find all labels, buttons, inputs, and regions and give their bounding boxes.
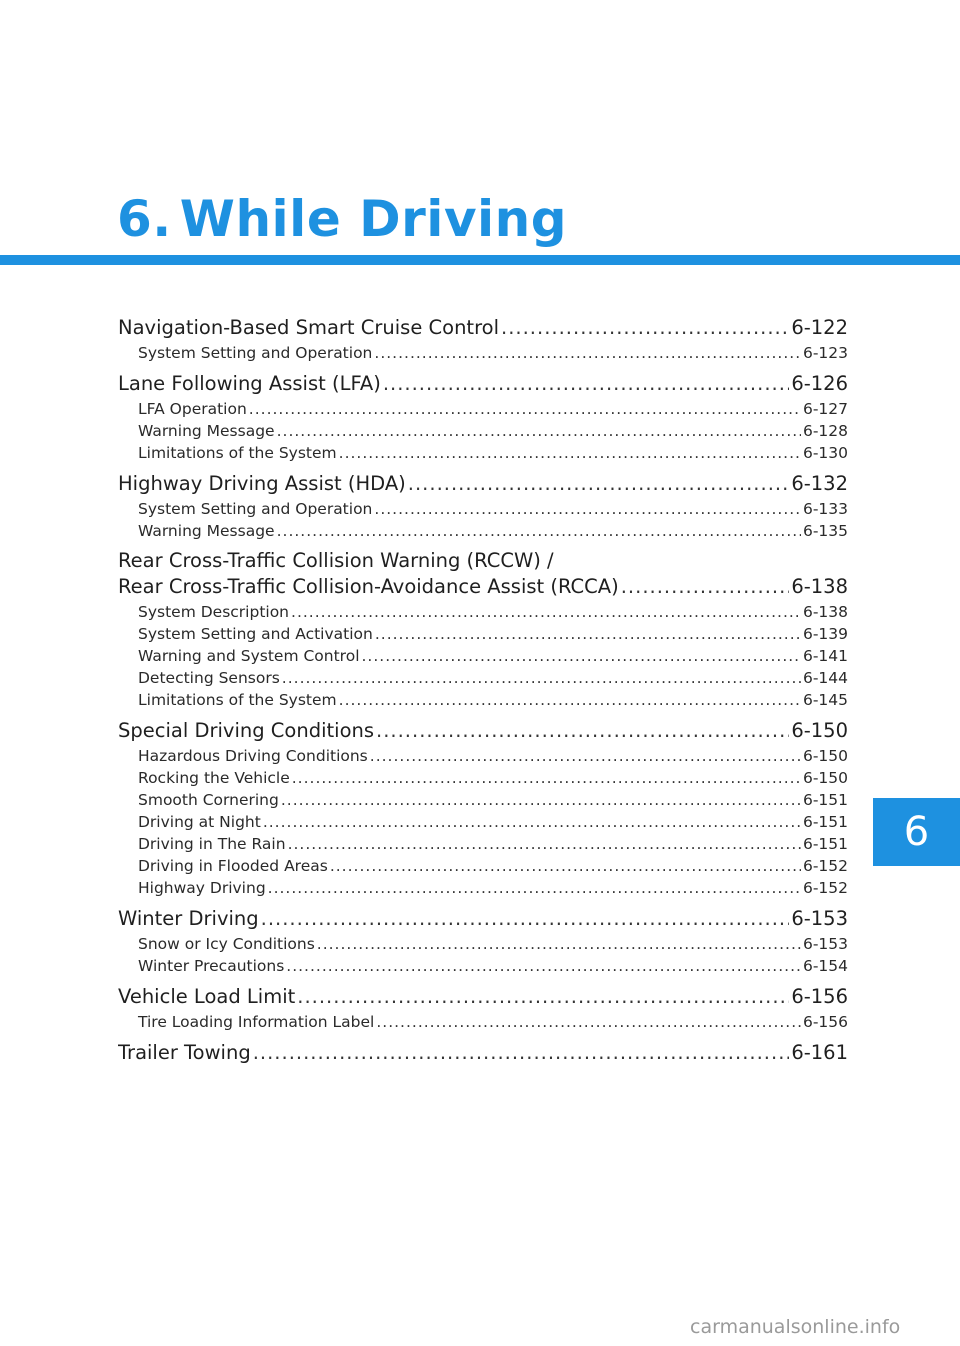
toc-subentry[interactable] — [118, 623, 848, 645]
toc-entry-page: 6-132 — [791, 472, 848, 495]
dot-leader — [282, 667, 801, 689]
toc-entry-title: Trailer Towing — [118, 1041, 251, 1064]
toc-entry[interactable] — [118, 905, 848, 933]
toc-entry-title: Winter Driving — [118, 907, 259, 930]
dot-leader — [268, 877, 801, 899]
toc-entry-page: 6-150 — [791, 719, 848, 742]
dot-leader — [277, 520, 801, 542]
toc-subentry[interactable] — [118, 645, 848, 667]
toc-subentry-page: 6-151 — [802, 791, 848, 809]
dot-leader — [261, 905, 790, 933]
dot-leader — [370, 745, 801, 767]
toc-subentry-title: Snow or Icy Conditions — [138, 935, 315, 953]
toc-section-winter-driving — [118, 905, 848, 977]
toc-subentry-page: 6-151 — [802, 835, 848, 853]
toc-subentry-page: 6-150 — [802, 747, 848, 765]
toc-subentry-page: 6-139 — [802, 625, 848, 643]
toc-subentry-page: 6-152 — [802, 879, 848, 897]
toc-entry-title: Highway Driving Assist (HDA) — [118, 472, 406, 495]
dot-leader — [286, 955, 801, 977]
toc-entry-page: 6-161 — [791, 1041, 848, 1064]
dot-leader — [291, 601, 801, 623]
dot-leader — [263, 811, 801, 833]
toc-subentry[interactable] — [118, 933, 848, 955]
toc-subentry-page: 6-123 — [802, 344, 848, 362]
toc-subentry-title: Hazardous Driving Conditions — [138, 747, 368, 765]
toc-subentry-title: Smooth Cornering — [138, 791, 279, 809]
toc-subentry[interactable] — [118, 520, 848, 542]
dot-leader — [339, 442, 801, 464]
toc-subentry[interactable] — [118, 667, 848, 689]
toc-subentry[interactable] — [118, 398, 848, 420]
toc-section-trailer-towing — [118, 1039, 848, 1067]
toc-subentry-page: 6-130 — [802, 444, 848, 462]
toc-section-rccw-rcca — [118, 548, 848, 711]
dot-leader — [374, 498, 801, 520]
toc-entry-title: Special Driving Conditions — [118, 719, 375, 742]
toc-subentry[interactable] — [118, 420, 848, 442]
toc-subentry-page: 6-138 — [802, 603, 848, 621]
toc-subentry[interactable] — [118, 877, 848, 899]
toc-entry-page: 6-122 — [791, 316, 848, 339]
toc-subentry[interactable] — [118, 689, 848, 711]
toc-subentry[interactable] — [118, 498, 848, 520]
toc-subentry-page: 6-128 — [802, 422, 848, 440]
toc-subentry-title: Tire Loading Information Label — [138, 1013, 375, 1031]
table-of-contents — [118, 314, 848, 1073]
toc-subentry[interactable] — [118, 789, 848, 811]
toc-subentry-page: 6-133 — [802, 500, 848, 518]
chapter-side-tab[interactable]: 6 — [873, 798, 960, 866]
title-divider-bar — [0, 255, 960, 265]
dot-leader — [317, 933, 801, 955]
dot-leader — [376, 717, 789, 745]
toc-subentry-page: 6-151 — [802, 813, 848, 831]
dot-leader — [408, 470, 790, 498]
toc-entry-title: Lane Following Assist (LFA) — [118, 372, 381, 395]
dot-leader — [501, 314, 789, 342]
chapter-number: 6. — [117, 190, 172, 248]
dot-leader — [277, 420, 801, 442]
dot-leader — [249, 398, 801, 420]
toc-entry[interactable] — [118, 314, 848, 342]
toc-subentry-page: 6-141 — [802, 647, 848, 665]
toc-entry[interactable] — [118, 470, 848, 498]
toc-entry[interactable] — [118, 370, 848, 398]
toc-entry[interactable] — [118, 573, 848, 601]
toc-subentry[interactable] — [118, 442, 848, 464]
dot-leader — [621, 573, 790, 601]
toc-subentry-title: Rocking the Vehicle — [138, 769, 290, 787]
toc-subentry-title: Warning Message — [138, 522, 275, 540]
toc-subentry[interactable] — [118, 745, 848, 767]
dot-leader — [297, 983, 789, 1011]
dot-leader — [292, 767, 801, 789]
toc-subentry-page: 6-156 — [802, 1013, 848, 1031]
dot-leader — [339, 689, 801, 711]
toc-subentry[interactable] — [118, 601, 848, 623]
toc-subentry[interactable] — [118, 1011, 848, 1033]
chapter-title — [117, 186, 567, 252]
toc-entry-title-line1: Rear Cross-Traffic Collision Warning (RCCW) / — [118, 549, 554, 572]
toc-entry[interactable] — [118, 1039, 848, 1067]
toc-subentry-page: 6-144 — [802, 669, 848, 687]
toc-entry-title: Vehicle Load Limit — [118, 985, 296, 1008]
toc-subentry-title: System Setting and Activation — [138, 625, 373, 643]
toc-subentry[interactable] — [118, 855, 848, 877]
toc-entry-title: Navigation-Based Smart Cruise Control — [118, 316, 500, 339]
toc-section-lfa — [118, 370, 848, 464]
toc-subentry-title: Limitations of the System — [138, 444, 337, 462]
toc-section-hda — [118, 470, 848, 542]
toc-subentry-title: System Setting and Operation — [138, 500, 373, 518]
dot-leader — [288, 833, 801, 855]
toc-subentry-page: 6-152 — [802, 857, 848, 875]
dot-leader — [374, 342, 801, 364]
toc-entry[interactable] — [118, 717, 848, 745]
toc-subentry-page: 6-154 — [802, 957, 848, 975]
toc-subentry-page: 6-150 — [802, 769, 848, 787]
toc-subentry-title: Winter Precautions — [138, 957, 285, 975]
toc-subentry[interactable] — [118, 955, 848, 977]
toc-subentry[interactable] — [118, 833, 848, 855]
toc-entry-page: 6-138 — [791, 575, 848, 598]
toc-subentry-title: Warning Message — [138, 422, 275, 440]
toc-entry-title: Rear Cross-Traffic Collision-Avoidance Assist (RCCA) — [118, 575, 619, 598]
toc-subentry-page: 6-135 — [802, 522, 848, 540]
toc-entry-page: 6-156 — [791, 985, 848, 1008]
toc-subentry-title: System Description — [138, 603, 290, 621]
toc-subentry-title: System Setting and Operation — [138, 344, 373, 362]
chapter-name: While Driving — [179, 190, 568, 248]
toc-entry-page: 6-126 — [791, 372, 848, 395]
dot-leader — [330, 855, 801, 877]
toc-section-vehicle-load-limit — [118, 983, 848, 1033]
dot-leader — [375, 623, 801, 645]
dot-leader — [253, 1039, 790, 1067]
toc-subentry-title: LFA Operation — [138, 400, 247, 418]
toc-subentry-title: Warning and System Control — [138, 647, 360, 665]
toc-subentry-title: Detecting Sensors — [138, 669, 280, 687]
toc-subentry-title: Driving in The Rain — [138, 835, 286, 853]
toc-entry-title-line[interactable] — [118, 548, 848, 573]
toc-subentry-title: Highway Driving — [138, 879, 266, 897]
toc-subentry-page: 6-153 — [802, 935, 848, 953]
dot-leader — [362, 645, 801, 667]
dot-leader — [376, 1011, 801, 1033]
toc-subentry-page: 6-145 — [802, 691, 848, 709]
toc-subentry[interactable] — [118, 342, 848, 364]
toc-subentry[interactable] — [118, 811, 848, 833]
toc-entry-page: 6-153 — [791, 907, 848, 930]
toc-subentry-title: Driving at Night — [138, 813, 261, 831]
dot-leader — [281, 789, 801, 811]
toc-section-nscc — [118, 314, 848, 364]
watermark: carmanualsonline.info — [690, 1316, 901, 1338]
toc-subentry-title: Limitations of the System — [138, 691, 337, 709]
toc-section-special-driving — [118, 717, 848, 899]
toc-entry[interactable] — [118, 983, 848, 1011]
toc-subentry-page: 6-127 — [802, 400, 848, 418]
toc-subentry-title: Driving in Flooded Areas — [138, 857, 328, 875]
toc-subentry[interactable] — [118, 767, 848, 789]
dot-leader — [383, 370, 790, 398]
